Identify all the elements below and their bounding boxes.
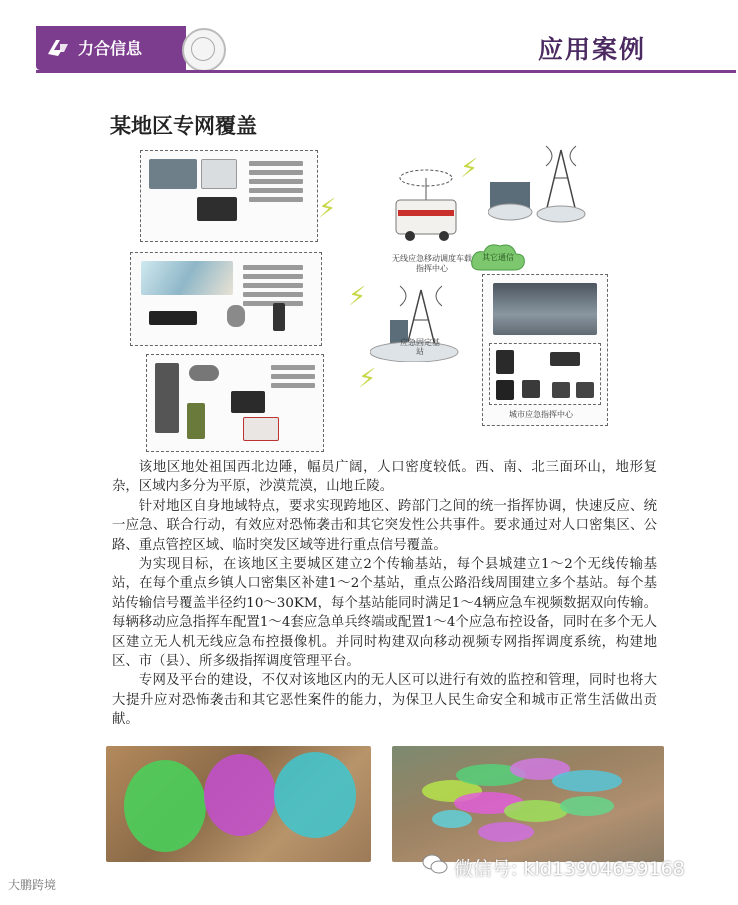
cloud-label: 其它通信 (482, 253, 514, 262)
page-label: 应用案例 (537, 35, 646, 64)
drone-photo (189, 365, 219, 381)
paragraph: 专网及平台的建设，不仅对该地区内的无人区可以进行有效的监控和管理，同时也将大大提升应对恐怖袭击和其它恶性案件的能力，为保卫人民生命安全和城市正常生活做出贡献。 (112, 673, 657, 728)
paragraph: 为实现目标，在该地区主要城区建立2个传输基站，每个县城建立1～2个无线传输基站，在每个重点乡镇人口密集区补建1～2个基站，重点公路沿线周围建立多个基站。每个基站传输信号覆盖半径约10～30KM，每个基站能同时满足1～4辆应急车视频数据双向传输。每辆移动应急指挥车配置1～4套应急单兵终端或配置1～4个应急布控设备，同时在多个无人区建立无人机无线应急布控摄像机。并同时构建双向移动视频专网指挥调度系统，构建地区、市（县）、所多级指挥调度管理平台。 (112, 557, 657, 670)
link-bolt-icon: ⚡ (318, 194, 337, 224)
wechat-watermark: 微信号: kld13904659168 (454, 858, 685, 880)
coverage-zone (204, 754, 276, 836)
command-vehicle-icon (388, 166, 464, 256)
coverage-map-right (392, 746, 664, 862)
header-divider (36, 70, 736, 73)
coverage-zone (552, 770, 622, 792)
panel-photo (552, 382, 570, 398)
equipment-photo (197, 197, 237, 221)
wechat-icon (422, 852, 448, 876)
building-photo (155, 363, 179, 433)
coverage-zone (274, 752, 356, 838)
base-station-label: 应急固定基站 (400, 338, 440, 356)
brand-logo (36, 26, 186, 70)
coverage-zone (504, 800, 568, 822)
coverage-zone (124, 760, 206, 852)
ambulance-photo (243, 417, 279, 441)
coverage-zone (560, 796, 614, 816)
server-photo (496, 350, 514, 374)
camera-photo (227, 305, 245, 327)
encoder-photo (149, 311, 197, 325)
city-command-box (482, 274, 608, 426)
control-room-photo (493, 283, 597, 335)
van-photo (201, 159, 237, 189)
display-photo (522, 380, 540, 398)
link-bolt-icon: ⚡ (348, 282, 367, 312)
mobile-center-label: 无线应急移动调度车载指挥中心 (392, 254, 472, 273)
vehicle-photo (149, 159, 197, 189)
network-diagram (130, 142, 610, 454)
source-watermark: 大鹏跨境 (8, 878, 57, 892)
article-body (112, 458, 657, 730)
center-equipment-box (489, 343, 601, 405)
brand-mark-icon (44, 34, 72, 62)
relay-tower-icon (488, 142, 588, 226)
paragraph: 该地区地处祖国西北边陲，幅员广阔，人口密度较低。西、南、北三面环山，地形复杂，区域内多分为平原，沙漠荒漠，山地丘陵。 (112, 460, 657, 495)
paragraph: 针对地区自身地域特点，要求实现跨地区、跨部门之间的统一指挥协调，快速反应、统一应急、联合行动，有效应对恐怖袭击和其它突发性公共事件。要求通过对人口密集区、公路、重点管控区域、临时突发区域等进行重点信号覆盖。 (112, 498, 657, 553)
brand-name: 力合信息 (78, 39, 143, 58)
coverage-map-left (106, 746, 371, 862)
console-photo (550, 352, 580, 366)
city-center-label: 城市应急指挥中心 (509, 410, 573, 419)
vehicle-unit-box (140, 150, 318, 242)
feature-list (249, 161, 303, 206)
panel-photo (576, 382, 594, 398)
laptop-photo (231, 391, 265, 413)
rack-photo (496, 380, 514, 400)
coverage-zone (478, 822, 534, 842)
section-title: 某地区专网覆盖 (110, 114, 257, 138)
coastline-photo (141, 261, 233, 295)
handset-photo (273, 303, 285, 331)
link-bolt-icon: ⚡ (358, 364, 377, 394)
feature-list-3 (271, 365, 315, 392)
page-header (0, 0, 738, 80)
link-bolt-icon: ⚡ (460, 154, 479, 184)
partner-seal-icon (182, 28, 226, 72)
terminal-unit-box (130, 252, 322, 346)
coverage-zone (432, 810, 472, 828)
uav-unit-box (146, 354, 324, 452)
soldier-photo (187, 403, 205, 439)
